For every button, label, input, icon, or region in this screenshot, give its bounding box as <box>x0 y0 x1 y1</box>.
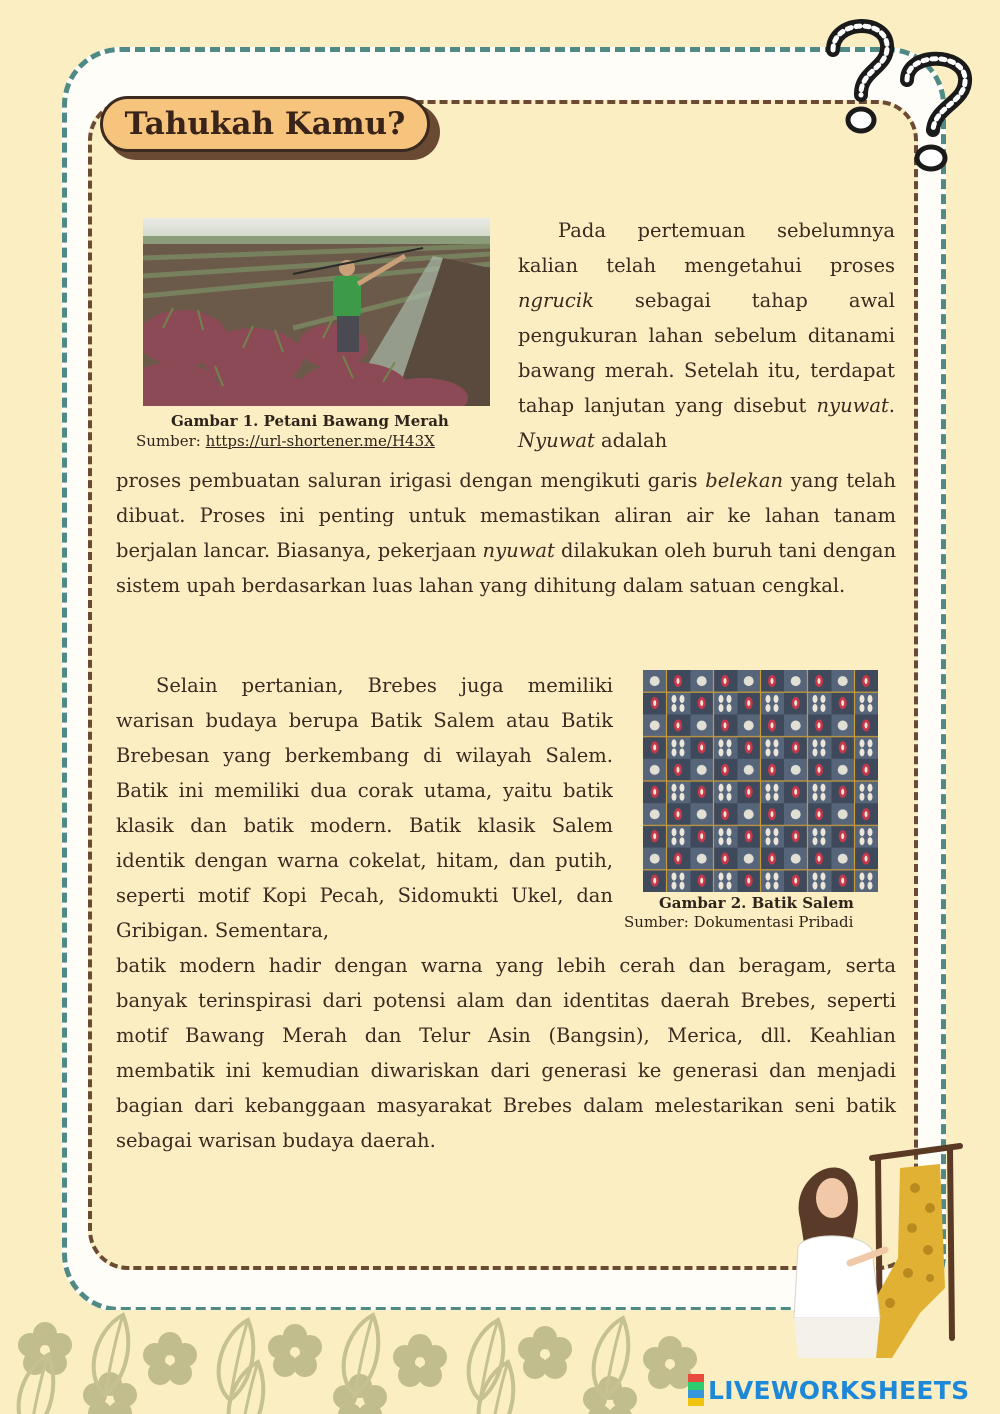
paragraph-1-text: adalah <box>594 429 668 452</box>
woman-batik-illustration <box>780 1138 980 1358</box>
term-nyuwat: Nyuwat <box>518 429 595 452</box>
page-title: Tahukah Kamu? <box>100 96 430 152</box>
figure1-caption: Gambar 1. Petani Bawang Merah <box>171 412 449 430</box>
term-nyuwat: nyuwat <box>482 539 555 562</box>
paragraph-2-text: proses pembuatan saluran irigasi dengan mengikuti garis <box>116 469 706 492</box>
paragraph-1-text: sebagai tahap awal pengukuran lahan sebelum ditanami bawang merah. Setelah itu, terdapat tahap lanjutan yang disebut <box>518 289 895 417</box>
figure1-source-label: Sumber: <box>136 432 206 450</box>
figure1-source-link[interactable]: https://url-shortener.me/H43X <box>205 432 435 450</box>
liveworksheets-logo <box>688 1372 969 1408</box>
onion-farmer-photo <box>143 218 490 406</box>
paragraph-1 <box>518 213 895 458</box>
batik-salem-photo <box>643 670 878 892</box>
question-marks-icon <box>815 10 985 175</box>
paragraph-1-text: Pada pertemuan sebelumnya kalian telah mengetahui proses <box>518 219 895 277</box>
paragraph-3: Selain pertanian, Brebes juga memiliki warisan budaya berupa Batik Salem atau Batik Brebesan yang berkembang di wilayah Salem. Batik ini memiliki dua corak utama, yaitu batik klasik dan batik modern. Batik klasik Salem identik dengan warna cokelat, hitam, dan putih, seperti motif Kopi Pecah, Sidomukti Ukel, dan Gribigan. Sementara, <box>116 674 613 942</box>
figure1-source <box>136 432 435 450</box>
paragraph-2 <box>116 463 896 603</box>
term-nyuwat: nyuwat <box>816 394 889 417</box>
paragraph-2-text: yang telah dibuat. Proses ini penting untuk memastikan aliran air ke lahan tanam berjalan lancar. Biasanya, pekerjaan <box>116 469 896 562</box>
paragraph-4: batik modern hadir dengan warna yang lebih cerah dan beragam, serta banyak terinspirasi dari potensi alam dan identitas daerah Brebes, seperti motif Bawang Merah dan Telur Asin (Bangsin), Merica, dll. Keahlian membatik ini kemudian diwariskan dari generasi ke generasi dan menjadi bagian dari kebanggaan masyarakat Brebes dalam melestarikan seni batik sebagai warisan budaya daerah. <box>116 954 896 1152</box>
logo-text: LIVEWORKSHEETS <box>708 1375 970 1405</box>
figure2-source: Sumber: Dokumentasi Pribadi <box>624 913 854 931</box>
term-belekan: belekan <box>705 469 784 492</box>
paragraph-1-text: . <box>888 394 895 417</box>
term-ngrucik: ngrucik <box>518 289 594 312</box>
paragraph-2-text: dilakukan oleh buruh tani dengan sistem upah berdasarkan luas lahan yang dihitung dalam satuan cengkal. <box>116 539 897 597</box>
figure2-caption: Gambar 2. Batik Salem <box>659 894 854 912</box>
logo-badge-icon <box>688 1374 704 1406</box>
